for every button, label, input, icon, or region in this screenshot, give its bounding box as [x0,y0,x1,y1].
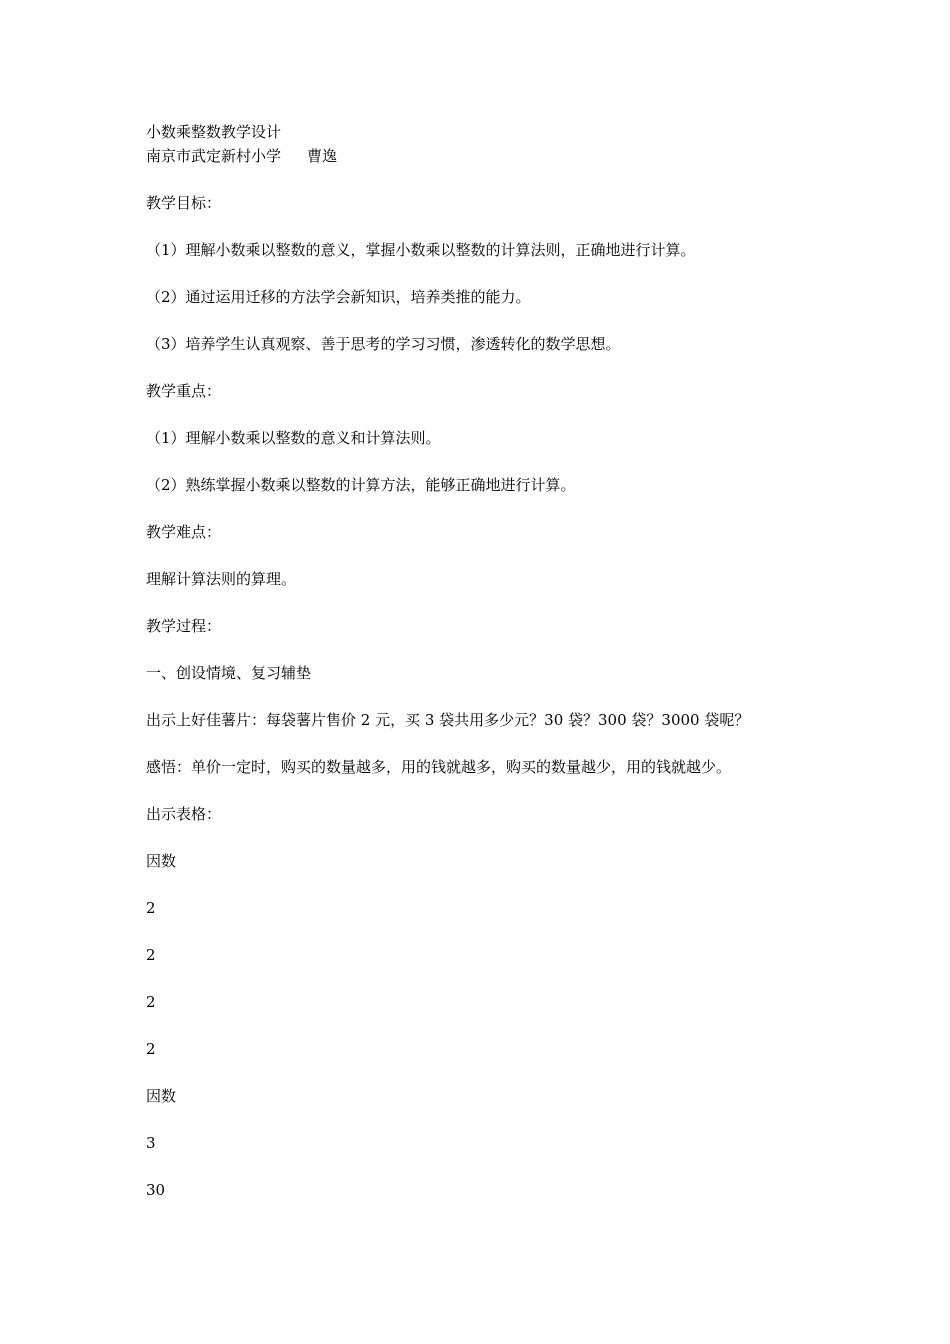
objectives-heading: 教学目标： [146,194,222,212]
key-points-heading: 教学重点： [146,382,222,400]
section-one-heading: 一、创设情境、复习辅垫 [146,664,312,682]
table-cell: 30 [146,1181,166,1199]
key-point-item: （1）理解小数乘以整数的意义和计算法则。 [146,429,441,447]
difficulty-text: 理解计算法则的算理。 [146,570,297,588]
table-cell: 2 [146,993,156,1011]
author-school: 南京市武定新村小学 [146,147,282,165]
table-factor-label: 因数 [146,852,177,870]
difficulty-heading: 教学难点： [146,523,222,541]
table-cell: 2 [146,1040,156,1058]
document-page [146,120,846,1202]
process-heading: 教学过程： [146,617,222,635]
author-name: 曹逸 [307,147,338,165]
objective-item: （2）通过运用迁移的方法学会新知识，培养类推的能力。 [146,288,531,306]
insight-text: 感悟：单价一定时，购买的数量越多，用的钱就越多，购买的数量越少，用的钱就越少。 [146,758,732,776]
table-cell: 2 [146,946,156,964]
scenario-text: 出示上好佳薯片：每袋薯片售价 2 元，买 3 袋共用多少元？30 袋？300 袋？3000 袋呢？ [146,711,750,729]
table-cell: 3 [146,1134,156,1152]
table-intro: 出示表格： [146,805,222,823]
author-line [146,144,846,168]
table-factor-label: 因数 [146,1087,177,1105]
document-title: 小数乘整数教学设计 [146,123,282,141]
key-point-item: （2）熟练掌握小数乘以整数的计算方法，能够正确地进行计算。 [146,476,576,494]
table-cell: 2 [146,899,156,917]
objective-item: （1）理解小数乘以整数的意义，掌握小数乘以整数的计算法则，正确地进行计算。 [146,241,696,259]
objective-item: （3）培养学生认真观察、善于思考的学习习惯，渗透转化的数学思想。 [146,335,621,353]
